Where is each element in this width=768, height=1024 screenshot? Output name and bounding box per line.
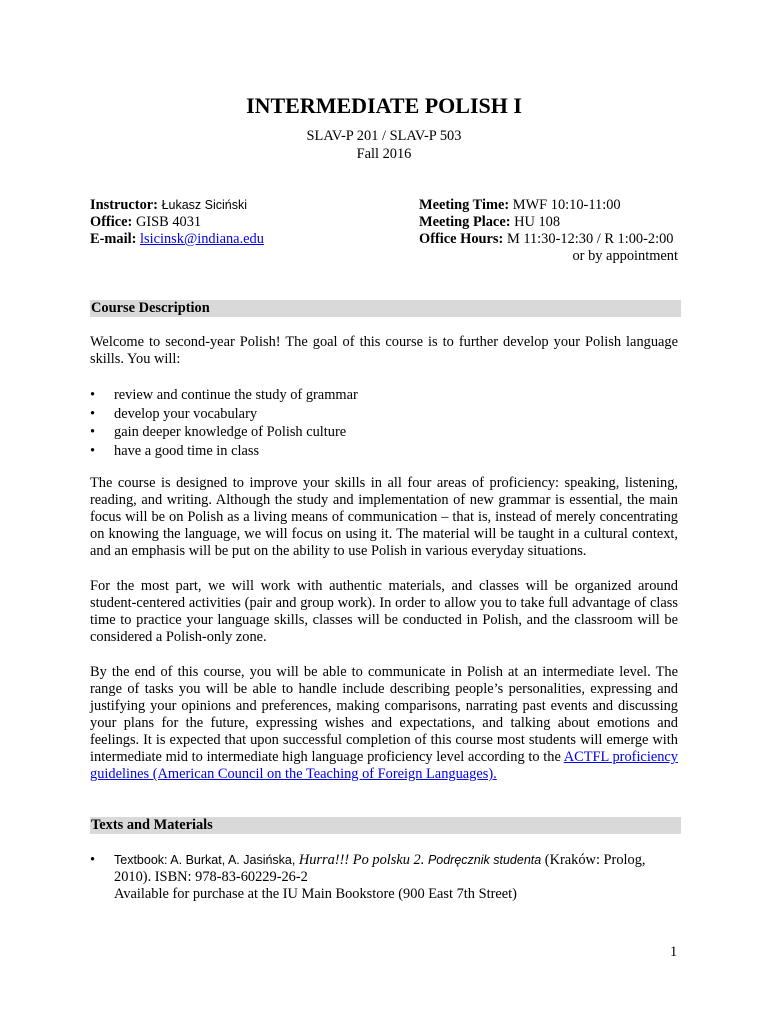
instructor-row: [90, 197, 410, 214]
email-link[interactable]: lsicinsk@indiana.edu: [139, 231, 264, 247]
textbook-availability: Available for purchase at the IU Main Bookstore (900 East 7th Street): [114, 886, 517, 902]
textbook-item: [90, 852, 678, 903]
meeting-place-label: Meeting Place:: [419, 214, 511, 230]
instructor-name: Łukasz Siciński: [161, 198, 248, 212]
bullet-icon: •: [90, 442, 96, 459]
list-item: [90, 387, 678, 406]
office-hours-label: Office Hours:: [419, 231, 504, 247]
office-hours-extra: or by appointment: [572, 248, 678, 264]
list-item-text: review and continue the study of grammar: [114, 387, 358, 403]
office-row: [90, 214, 410, 231]
course-code: SLAV-P 201 / SLAV-P 503: [306, 128, 462, 144]
meeting-place-row: [419, 214, 678, 231]
bullet-icon: •: [90, 424, 96, 440]
document-title: INTERMEDIATE POLISH I: [246, 93, 522, 118]
actfl-guidelines-link[interactable]: ACTFL proficiency guidelines (American Council on the Teaching of Foreign Languages).: [90, 749, 678, 782]
meeting-time-label: Meeting Time:: [419, 197, 510, 213]
course-description-paragraph-1: The course is designed to improve your skills in all four areas of proficiency: speaking, listening, reading, and writing. Although the study and implementation of new grammar is essential, the main focus will be on Polish as a living means of communication – that is, instead of merely concentrating on knowing the language, we will focus on using it. The material will be taught in a cultural context, and an emphasis will be put on the ability to use Polish in various everyday situations.: [90, 475, 678, 559]
texts-materials-heading: Texts and Materials: [90, 817, 681, 834]
course-description-heading: Course Description: [90, 300, 681, 317]
paragraph-3-text: By the end of this course, you will be able to communicate in Polish at an intermediate level. The range of tasks you will be able to handle include describing people’s personalities, expressing and justifying your opinions and preferences, making comparisons, narrating past events and discussing your plans for the future, expressing wishes and expectations, and talking about emotions and feelings. It is expected that upon successful completion of this course most students will emerge with intermediate mid to intermediate high language proficiency level according to the: [90, 664, 678, 765]
textbook-line-1: [114, 852, 678, 869]
instructor-label: Instructor:: [90, 197, 158, 213]
textbook-body: [90, 852, 678, 903]
meeting-time-value: MWF 10:10-11:00: [512, 197, 621, 213]
list-item-text: develop your vocabulary: [114, 405, 258, 422]
list-item: [90, 406, 678, 425]
course-description-paragraph-2: For the most part, we will work with authentic materials, and classes will be organized around student-centered activities (pair and group work). In order to allow you to take full advantage of class time to practice your language skills, classes will be conducted in Polish, and the classroom will be considered a Polish-only zone.: [90, 578, 678, 645]
office-value: GISB 4031: [135, 214, 202, 230]
bullet-icon: •: [90, 405, 96, 422]
office-hours-row: [419, 231, 678, 248]
course-description-intro: Welcome to second-year Polish! The goal of this course is to further develop your Polish language skills. You will:: [90, 334, 678, 367]
list-item-text: gain deeper knowledge of Polish culture: [114, 424, 347, 440]
list-item: [90, 443, 678, 462]
email-row: [90, 231, 410, 248]
bullet-icon: •: [90, 387, 96, 403]
list-item-text: have a good time in class: [114, 442, 260, 459]
textbook-publisher: (Kraków: Prolog,: [541, 852, 646, 868]
textbook-title: Hurra!!! Po polsku 2.: [298, 852, 428, 868]
course-description-paragraph-3: [90, 664, 678, 783]
goals-list: [90, 387, 678, 461]
office-label: Office:: [90, 214, 133, 230]
textbook-subtitle: Podręcznik studenta: [427, 853, 542, 867]
meeting-info: [419, 197, 678, 265]
page-number: 1: [670, 944, 678, 960]
textbook-label: Textbook: A. Burkat, A. Jasińska,: [114, 853, 299, 867]
meeting-place-value: HU 108: [514, 214, 561, 230]
list-item: [90, 424, 678, 443]
textbook-isbn: 2010). ISBN: 978-83-60229-26-2: [114, 869, 308, 885]
bullet-icon: •: [90, 852, 96, 868]
meeting-time-row: [419, 197, 678, 214]
office-hours-value: M 11:30-12:30 / R 1:00-2:00: [506, 231, 674, 247]
email-label: E-mail:: [90, 231, 137, 247]
term: Fall 2016: [356, 146, 412, 162]
instructor-info: [90, 197, 410, 248]
